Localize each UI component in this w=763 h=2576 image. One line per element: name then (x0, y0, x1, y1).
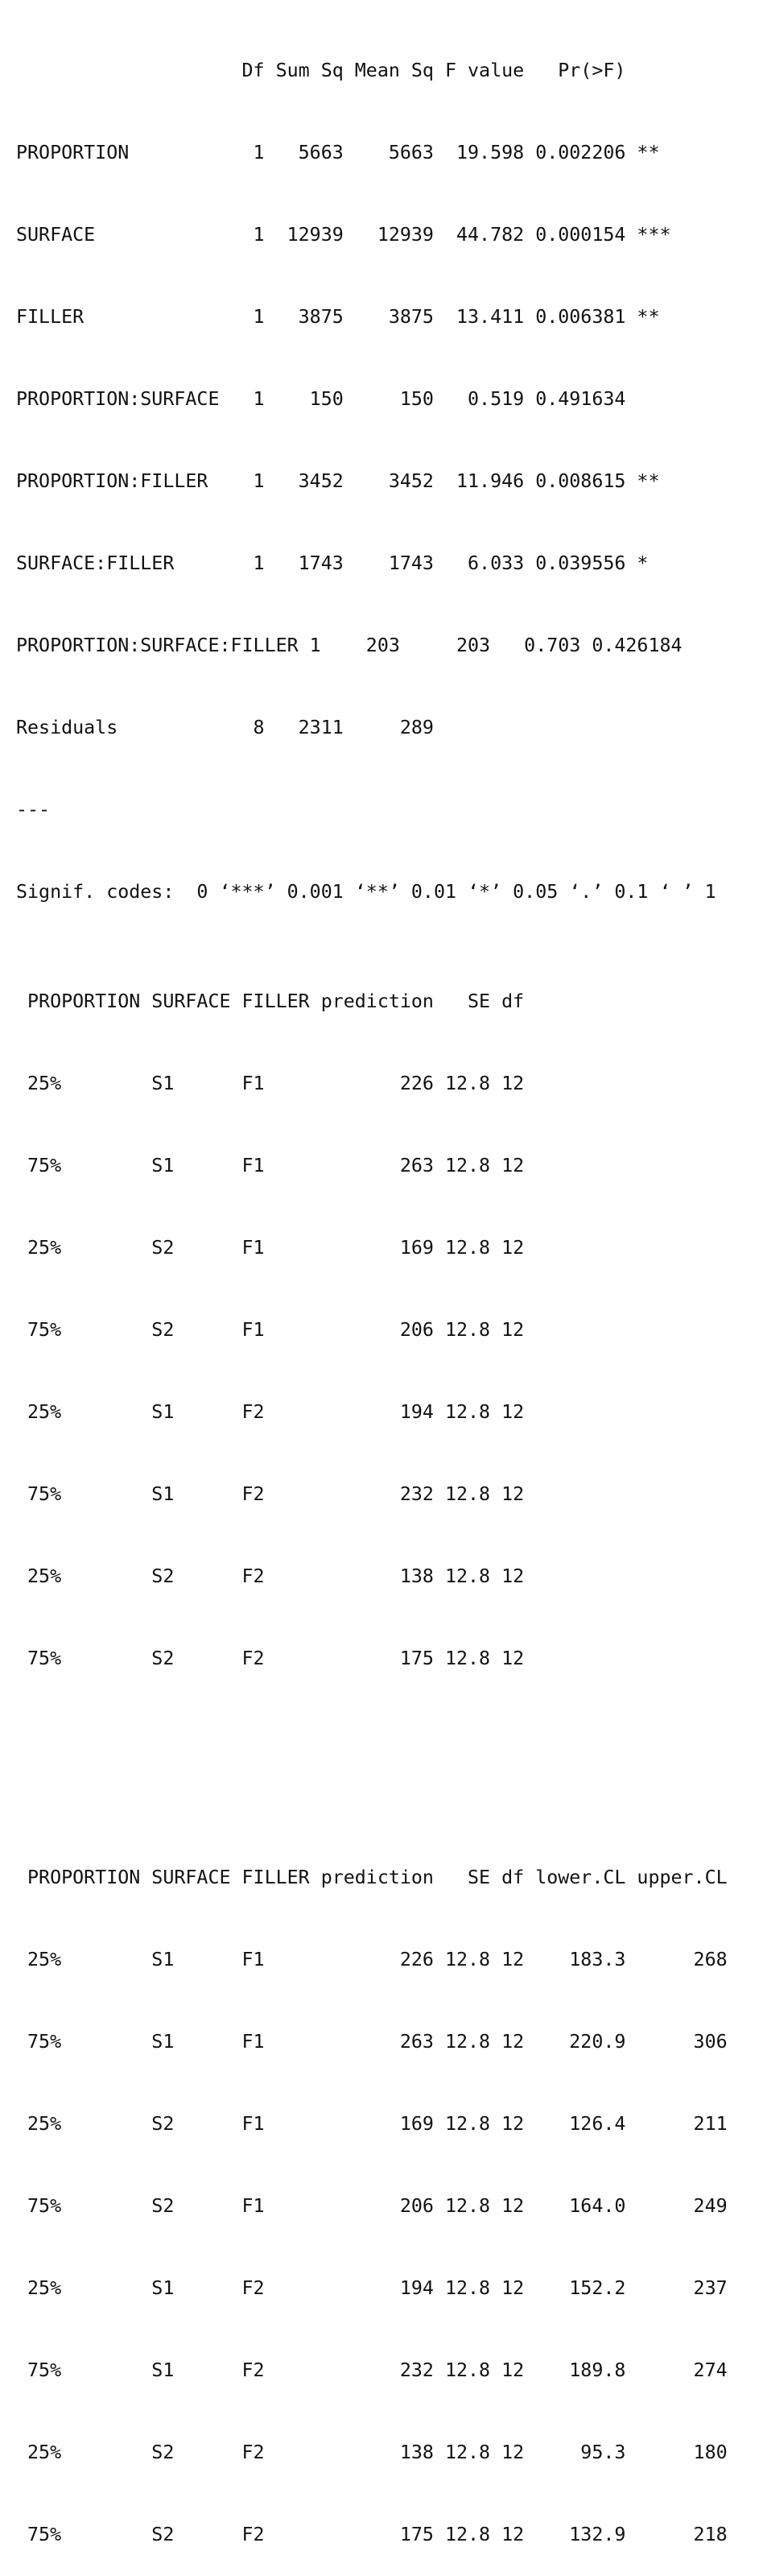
separator: --- (16, 799, 51, 821)
confidence-header: PROPORTION SURFACE FILLER prediction SE df lower.CL upper.CL (16, 1867, 728, 1888)
anova-row: SURFACE 1 12939 12939 44.782 0.000154 *** (16, 224, 671, 246)
predictions-header: PROPORTION SURFACE FILLER prediction SE df (16, 990, 525, 1012)
confidence-row: 75% S2 F1 206 12.8 12 164.0 249 (16, 2195, 728, 2217)
anova-row: SURFACE:FILLER 1 1743 1743 6.033 0.039556 * (16, 552, 671, 574)
prediction-row: 25% S2 F1 169 12.8 12 (16, 1237, 525, 1259)
prediction-row: 25% S1 F2 194 12.8 12 (16, 1401, 525, 1423)
prediction-row: 25% S1 F1 226 12.8 12 (16, 1073, 525, 1094)
anova-row: PROPORTION:FILLER 1 3452 3452 11.946 0.008615 ** (16, 470, 671, 492)
confidence-row: 75% S1 F1 263 12.8 12 220.9 306 (16, 2031, 728, 2053)
r-console-output (16, 2, 728, 2576)
anova-row: PROPORTION:SURFACE:FILLER 1 203 203 0.703 0.426184 (16, 635, 728, 656)
confidence-row: 25% S1 F2 194 12.8 12 152.2 237 (16, 2277, 728, 2299)
anova-row: FILLER 1 3875 3875 13.411 0.006381 ** (16, 306, 671, 328)
confidence-row: 75% S2 F2 175 12.8 12 132.9 218 (16, 2524, 728, 2545)
prediction-row: 75% S2 F1 206 12.8 12 (16, 1319, 525, 1341)
prediction-row: 75% S1 F2 232 12.8 12 (16, 1483, 525, 1505)
prediction-row: 75% S1 F1 263 12.8 12 (16, 1155, 525, 1176)
anova-row: PROPORTION:SURFACE 1 150 150 0.519 0.491634 (16, 388, 671, 410)
signif-codes: Signif. codes: 0 ‘***’ 0.001 ‘**’ 0.01 ‘*’ 0.05 ‘.’ 0.1 ‘ ’ 1 (16, 881, 716, 903)
blank-line (16, 1755, 728, 1782)
confidence-row: 25% S2 F1 169 12.8 12 126.4 211 (16, 2113, 728, 2135)
anova-row: Residuals 8 2311 289 (16, 717, 671, 738)
prediction-row: 25% S2 F2 138 12.8 12 (16, 1565, 525, 1587)
prediction-row: 75% S2 F2 175 12.8 12 (16, 1648, 525, 1669)
anova-header: Df Sum Sq Mean Sq F value Pr(>F) (16, 60, 671, 81)
confidence-row: 25% S2 F2 138 12.8 12 95.3 180 (16, 2442, 728, 2463)
anova-row: PROPORTION 1 5663 5663 19.598 0.002206 ** (16, 142, 671, 163)
confidence-row: 25% S1 F1 226 12.8 12 183.3 268 (16, 1949, 728, 1970)
confidence-row: 75% S1 F2 232 12.8 12 189.8 274 (16, 2359, 728, 2381)
